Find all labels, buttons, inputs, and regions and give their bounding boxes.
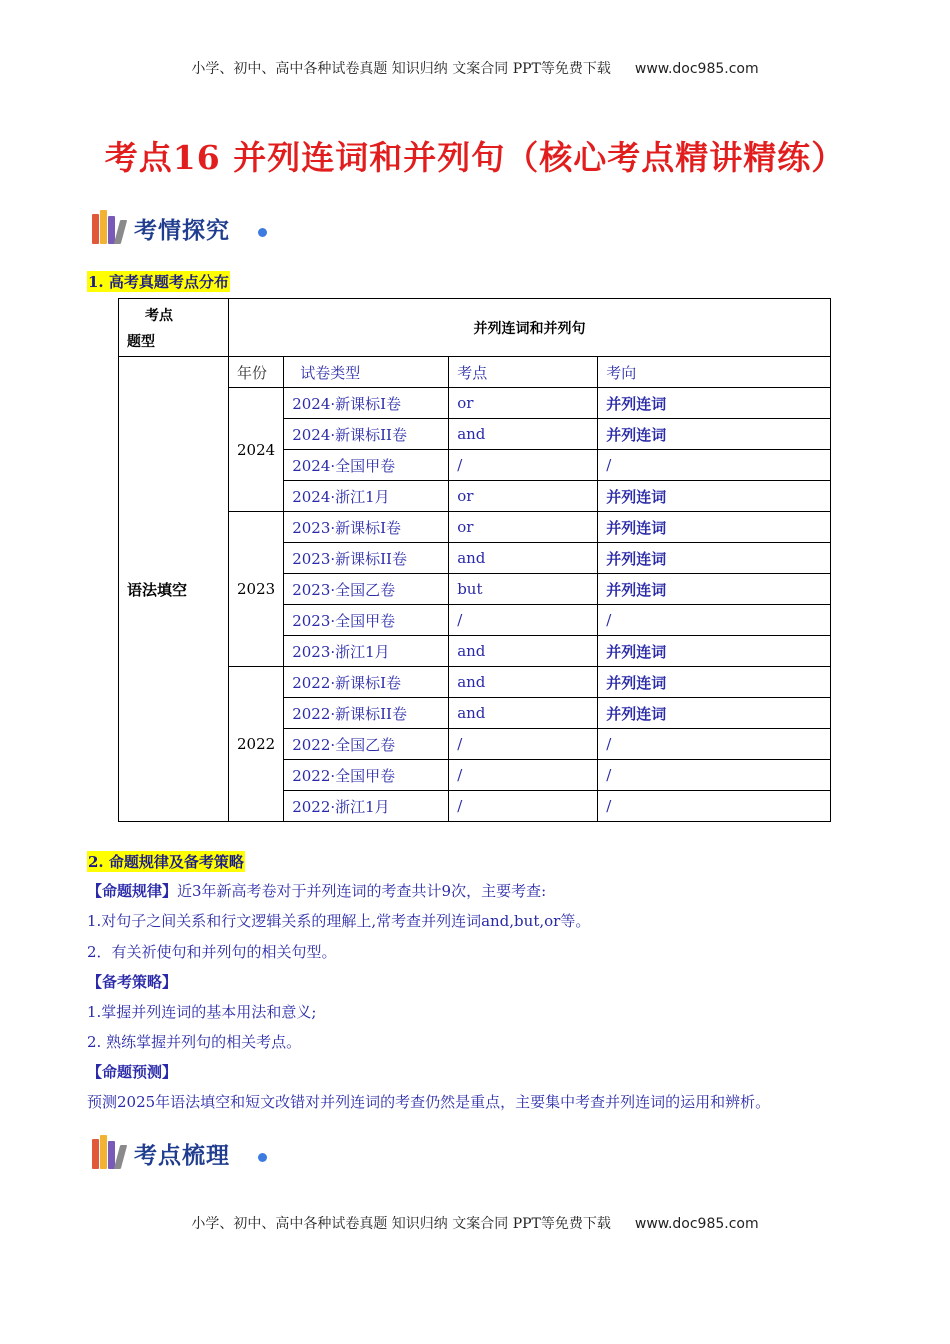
point-cell: / bbox=[449, 760, 598, 791]
banner-label: 考情探究 bbox=[134, 218, 230, 244]
paper-cell: 2023·新课标I卷 bbox=[284, 512, 449, 543]
paper-cell: 2023·全国乙卷 bbox=[284, 574, 449, 605]
table-column-header-row bbox=[119, 357, 831, 388]
point-cell: and bbox=[449, 419, 598, 450]
point-cell: but bbox=[449, 574, 598, 605]
point-cell: / bbox=[449, 791, 598, 822]
paper-cell: 2023·浙江1月 bbox=[284, 636, 449, 667]
dot-icon bbox=[258, 1153, 267, 1162]
paper-cell: 2023·新课标II卷 bbox=[284, 543, 449, 574]
paper-cell: 2022·新课标I卷 bbox=[284, 667, 449, 698]
rule-text: 近3年新高考卷对于并列连词的考查共计9次，主要考查: bbox=[177, 882, 547, 900]
rule-label: 【命题规律】 bbox=[87, 882, 178, 900]
paper-cell: 2022·全国甲卷 bbox=[284, 760, 449, 791]
direction-cell: / bbox=[598, 729, 831, 760]
direction-cell: 并列连词 bbox=[598, 543, 831, 574]
col-point-header: 考点 bbox=[449, 357, 598, 388]
strategy-label-text: 【备考策略】 bbox=[87, 973, 178, 991]
paper-cell: 2022·新课标II卷 bbox=[284, 698, 449, 729]
page-title: 考点16 并列连词和并列句（核心考点精讲精练） bbox=[104, 138, 846, 177]
predict-label bbox=[87, 1061, 177, 1083]
banner-exam-analysis bbox=[92, 208, 292, 248]
predict-label-text: 【命题预测】 bbox=[87, 1063, 178, 1081]
point-cell: / bbox=[449, 605, 598, 636]
direction-cell: 并列连词 bbox=[598, 512, 831, 543]
point-cell: or bbox=[449, 388, 598, 419]
table-topic-header: 并列连词和并列句 bbox=[229, 299, 831, 357]
paper-cell: 2023·全国甲卷 bbox=[284, 605, 449, 636]
point-cell: and bbox=[449, 667, 598, 698]
header-text: 小学、初中、高中各种试卷真题 知识归纳 文案合同 PPT等免费下载 bbox=[191, 61, 611, 77]
col-year-header: 年份 bbox=[229, 357, 284, 388]
dot-icon bbox=[258, 228, 267, 237]
corner-bottom-label: 题型 bbox=[127, 333, 155, 350]
strategy-label bbox=[87, 971, 177, 993]
direction-cell: 并列连词 bbox=[598, 388, 831, 419]
direction-cell: / bbox=[598, 605, 831, 636]
point-cell: or bbox=[449, 512, 598, 543]
rule-item-2: 2．有关祈使句和并列句的相关句型。 bbox=[87, 943, 337, 961]
paper-cell: 2022·浙江1月 bbox=[284, 791, 449, 822]
point-cell: or bbox=[449, 481, 598, 512]
strategy-item-1: 1.掌握并列连词的基本用法和意义; bbox=[87, 1003, 317, 1021]
year-cell: 2024 bbox=[229, 388, 284, 512]
col-direction-header: 考向 bbox=[598, 357, 831, 388]
direction-cell: 并列连词 bbox=[598, 667, 831, 698]
header-url[interactable]: www.doc985.com bbox=[634, 61, 759, 77]
direction-cell: / bbox=[598, 450, 831, 481]
point-cell: and bbox=[449, 543, 598, 574]
direction-cell: 并列连词 bbox=[598, 574, 831, 605]
page-header bbox=[0, 58, 950, 78]
corner-top-label: 考点 bbox=[145, 307, 173, 324]
year-cell: 2023 bbox=[229, 512, 284, 667]
year-cell: 2022 bbox=[229, 667, 284, 822]
paper-cell: 2022·全国乙卷 bbox=[284, 729, 449, 760]
paper-cell: 2024·全国甲卷 bbox=[284, 450, 449, 481]
books-icon bbox=[92, 1135, 128, 1169]
rule-item-1: 1.对句子之间关系和行文逻辑关系的理解上,常考查并列连词and,but,or等。 bbox=[87, 912, 591, 930]
rule-paragraph bbox=[87, 880, 546, 902]
direction-cell: 并列连词 bbox=[598, 698, 831, 729]
predict-text: 预测2025年语法填空和短文改错对并列连词的考查仍然是重点，主要集中考查并列连词的运用和辨析。 bbox=[87, 1093, 771, 1111]
col-paper-header: 试卷类型 bbox=[284, 357, 449, 388]
page-footer bbox=[0, 1213, 950, 1233]
question-type-cell: 语法填空 bbox=[119, 357, 229, 822]
table-header-row bbox=[119, 299, 831, 357]
section-heading-strategy: 2. 命题规律及备考策略 bbox=[88, 853, 244, 871]
footer-url[interactable]: www.doc985.com bbox=[634, 1216, 759, 1232]
paper-cell: 2024·新课标I卷 bbox=[284, 388, 449, 419]
point-cell: / bbox=[449, 729, 598, 760]
direction-cell: / bbox=[598, 760, 831, 791]
point-cell: and bbox=[449, 698, 598, 729]
table-corner-cell bbox=[119, 299, 229, 357]
point-cell: and bbox=[449, 636, 598, 667]
section-heading-distribution: 1. 高考真题考点分布 bbox=[88, 273, 229, 291]
direction-cell: / bbox=[598, 791, 831, 822]
footer-text: 小学、初中、高中各种试卷真题 知识归纳 文案合同 PPT等免费下载 bbox=[191, 1216, 611, 1232]
paper-cell: 2024·浙江1月 bbox=[284, 481, 449, 512]
point-cell: / bbox=[449, 450, 598, 481]
paper-cell: 2024·新课标II卷 bbox=[284, 419, 449, 450]
banner-label: 考点梳理 bbox=[134, 1143, 230, 1169]
direction-cell: 并列连词 bbox=[598, 636, 831, 667]
direction-cell: 并列连词 bbox=[598, 419, 831, 450]
direction-cell: 并列连词 bbox=[598, 481, 831, 512]
strategy-item-2: 2. 熟练掌握并列句的相关考点。 bbox=[87, 1033, 302, 1051]
exam-distribution-table bbox=[118, 298, 831, 822]
banner-key-points bbox=[92, 1133, 292, 1173]
books-icon bbox=[92, 210, 128, 244]
